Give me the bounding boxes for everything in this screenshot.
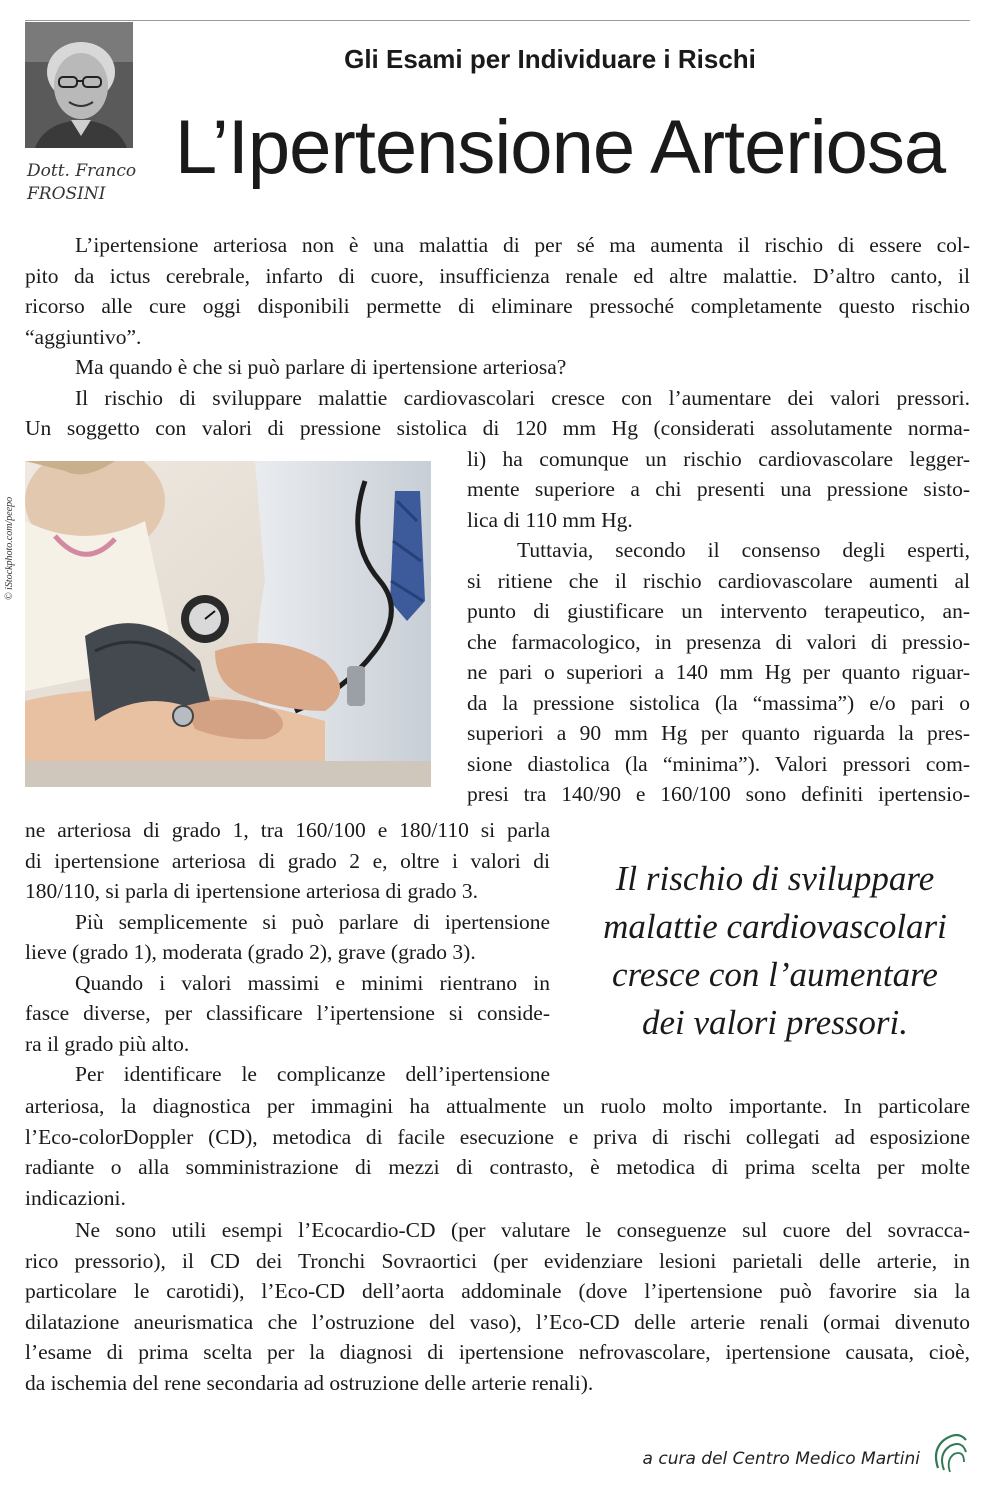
p7-line-3: l’Eco-colorDoppler (CD), metodica di facile esecuzione e priva di rischi collegati ad esposizione bbox=[25, 1124, 970, 1149]
p3-line-3: li) ha comunque un rischio cardiovascolare legger- bbox=[467, 446, 970, 471]
p5-line-1: Più semplicemente si può parlare di ipertensione bbox=[75, 909, 550, 934]
p4-line-5: ne pari o superiori a 140 mm Hg per quanto riguar- bbox=[467, 660, 970, 684]
p4-line-1: Tuttavia, secondo il consenso degli esperti, bbox=[517, 538, 970, 562]
p3-line-2: Un soggetto con valori di pressione sistolica di 120 mm Hg (considerati assolutamente norma- bbox=[25, 416, 970, 440]
p7-line-4: radiante o alla somministrazione di mezzi di contrasto, è metodica di prima scelta per molte bbox=[25, 1155, 970, 1179]
p3-line-1: Il rischio di sviluppare malattie cardiovascolari cresce con l’aumentare dei valori pressori. bbox=[75, 385, 970, 410]
p8-line-4: dilatazione aneurismatica che l’ostruzione del vaso), l’Eco-CD delle arterie renali (ormai divenuto bbox=[25, 1309, 970, 1334]
p1-line-2: pito da ictus cerebrale, infarto di cuore, insufficienza renale ed altre malattie. D’altro canto, il bbox=[25, 263, 970, 288]
p3-line-5: lica di 110 mm Hg. bbox=[467, 507, 633, 532]
p8-line-6: da ischemia del rene secondaria ad ostruzione delle arterie renali). bbox=[25, 1370, 594, 1395]
pull-quote-line-3: cresce con l’aumentare bbox=[612, 955, 938, 994]
centro-medico-logo-icon bbox=[930, 1430, 972, 1476]
p8-line-1: Ne sono utili esempi l’Ecocardio-CD (per valutare le conseguenze sul cuore del sovracca- bbox=[75, 1218, 970, 1242]
p2-line-1: Ma quando è che si può parlare di ipertensione arteriosa? bbox=[75, 355, 567, 379]
p4-line-7: superiori a 90 mm Hg per quanto riguarda la pres- bbox=[467, 721, 970, 745]
pull-quote-line-2: malattie cardiovascolari bbox=[603, 907, 947, 946]
p1-line-3: ricorso alle cure oggi disponibili permette di eliminare pressoché completamente questo rischio bbox=[25, 294, 970, 318]
article-subtitle: Gli Esami per Individuare i Rischi bbox=[344, 44, 756, 74]
p6-line-1: Quando i valori massimi e minimi rientrano in bbox=[75, 970, 550, 995]
p8-line-2: rico pressorio), il CD dei Tronchi Sovraortici (per evidenziare lesioni parietali delle arterie, in bbox=[25, 1248, 970, 1273]
p4-line-10: ne arteriosa di grado 1, tra 160/100 e 180/110 si parla bbox=[25, 818, 550, 842]
article-title: L’Ipertensione Arteriosa bbox=[174, 105, 946, 190]
p4-line-6: da la pressione sistolica (la “massima”) e/o pari o bbox=[467, 690, 970, 715]
p4-line-2: si ritiene che il rischio cardiovascolare aumenti al bbox=[467, 568, 970, 593]
p4-line-11: di ipertensione arteriosa di grado 2 e, oltre i valori di bbox=[25, 848, 550, 873]
p1-line-1: L’ipertensione arteriosa non è una malattia di per sé ma aumenta il rischio di essere col- bbox=[75, 233, 970, 257]
p4-line-3: punto di giustificare un intervento terapeutico, an- bbox=[467, 599, 970, 623]
top-rule bbox=[25, 20, 970, 21]
p7-line-1: Per identificare le complicanze dell’ipertensione bbox=[75, 1062, 550, 1086]
p4-line-12: 180/110, si parla di ipertensione arteriosa di grado 3. bbox=[25, 879, 478, 903]
p7-line-5: indicazioni. bbox=[25, 1185, 126, 1210]
p6-line-3: ra il grado più alto. bbox=[25, 1031, 190, 1056]
footer-credit: a cura del Centro Medico Martini bbox=[642, 1449, 920, 1469]
p4-line-4: che farmacologico, in presenza di valori di pressio- bbox=[467, 629, 970, 654]
pull-quote-line-1: Il rischio di sviluppare bbox=[615, 859, 935, 898]
author-name bbox=[27, 160, 157, 206]
author-line-1: Dott. Franco bbox=[27, 161, 137, 181]
svg-text:© iStockphoto.com/peepo: © iStockphoto.com/peepo bbox=[4, 496, 15, 600]
pull-quote-line-4: dei valori pressori. bbox=[641, 1003, 909, 1042]
p1-line-4: “aggiuntivo”. bbox=[25, 324, 142, 349]
p4-line-9: presi tra 140/90 e 160/100 sono definiti ipertensio- bbox=[467, 782, 970, 806]
p5-line-2: lieve (grado 1), moderata (grado 2), grave (grado 3). bbox=[25, 940, 476, 964]
p6-line-2: fasce diverse, per classificare l’ipertensione si conside- bbox=[25, 1001, 550, 1025]
blood-pressure-photo bbox=[25, 461, 431, 787]
author-line-2: FROSINI bbox=[27, 184, 106, 204]
p7-line-2: arteriosa, la diagnostica per immagini ha attualmente un ruolo molto importante. In particolare bbox=[25, 1094, 970, 1118]
p3-line-4: mente superiore a chi presenti una pressione sisto- bbox=[467, 477, 970, 501]
pull-quote bbox=[575, 855, 975, 1047]
author-photo bbox=[25, 22, 133, 148]
p8-line-5: l’esame di prima scelta per la diagnosi di ipertensione nefrovascolare, ipertensione causata, cioè, bbox=[25, 1340, 970, 1364]
p4-line-8: sione diastolica (la “minima”). Valori pressori com- bbox=[467, 751, 970, 776]
p8-line-3: particolare le carotidi), l’Eco-CD dell’aorta addominale (dove l’ipertensione può favorire sia la bbox=[25, 1279, 970, 1303]
image-credit bbox=[0, 462, 18, 602]
